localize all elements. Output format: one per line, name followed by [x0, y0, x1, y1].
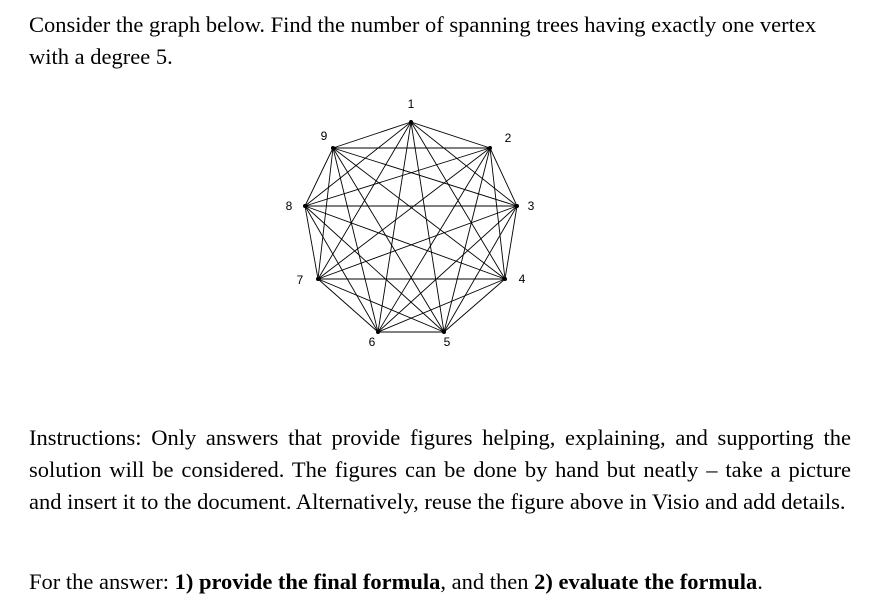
- complete-graph-figure: [270, 88, 560, 358]
- edge-2-6: [378, 148, 490, 332]
- vertex-label-9: 9: [320, 129, 328, 143]
- vertex-7: [316, 277, 320, 281]
- edge-2-5: [444, 148, 490, 332]
- edge-1-3: [411, 122, 517, 206]
- answer-end: .: [757, 569, 763, 594]
- edge-3-5: [444, 206, 517, 332]
- vertex-label-3: 3: [527, 199, 535, 213]
- vertex-label-8: 8: [285, 199, 293, 213]
- edge-6-7: [318, 279, 378, 332]
- question-text: Consider the graph below. Find the number of spanning trees having exactly one vertex with a degree 5.: [29, 12, 817, 69]
- edge-4-5: [444, 279, 505, 332]
- vertex-6: [376, 330, 380, 334]
- vertex-9: [331, 146, 335, 150]
- answer-instructions: [29, 566, 851, 598]
- vertex-2: [488, 146, 492, 150]
- edge-3-7: [318, 206, 517, 279]
- answer-part1: 1) provide the final formula: [174, 569, 441, 594]
- vertex-4: [503, 277, 507, 281]
- edge-1-5: [411, 122, 444, 332]
- edge-5-9: [333, 148, 444, 332]
- edge-7-9: [318, 148, 333, 279]
- edge-2-3: [490, 148, 517, 206]
- edge-1-9: [333, 122, 411, 148]
- edge-1-2: [411, 122, 490, 148]
- edge-1-6: [378, 122, 411, 332]
- vertex-1: [409, 120, 413, 124]
- answer-part2: 2) evaluate the formula: [534, 569, 758, 594]
- vertex-label-4: 4: [518, 272, 526, 286]
- answer-lead: For the answer:: [29, 569, 175, 594]
- instructions-text: Instructions: Only answers that provide figures helping, explaining, and supporting the solution will be considered. The figures can be done by hand but neatly – take a picture and insert it to the document. Alternatively, reuse the figure above in Visio and add details.: [29, 425, 851, 514]
- edge-5-8: [305, 206, 444, 332]
- vertex-label-6: 6: [368, 335, 376, 349]
- edge-5-7: [318, 279, 444, 332]
- vertex-label-1: 1: [407, 97, 415, 111]
- graph-vertex-labels: [286, 97, 535, 349]
- vertex-5: [442, 330, 446, 334]
- vertex-label-2: 2: [504, 131, 512, 145]
- vertex-label-5: 5: [443, 335, 451, 349]
- edge-8-9: [305, 148, 333, 206]
- edge-6-9: [333, 148, 378, 332]
- vertex-label-7: 7: [296, 273, 304, 287]
- answer-middle: , and then: [440, 569, 535, 594]
- vertex-8: [303, 204, 307, 208]
- vertex-3: [515, 204, 519, 208]
- edge-4-9: [333, 148, 505, 279]
- edge-4-6: [378, 279, 505, 332]
- graph-edges: [305, 122, 517, 332]
